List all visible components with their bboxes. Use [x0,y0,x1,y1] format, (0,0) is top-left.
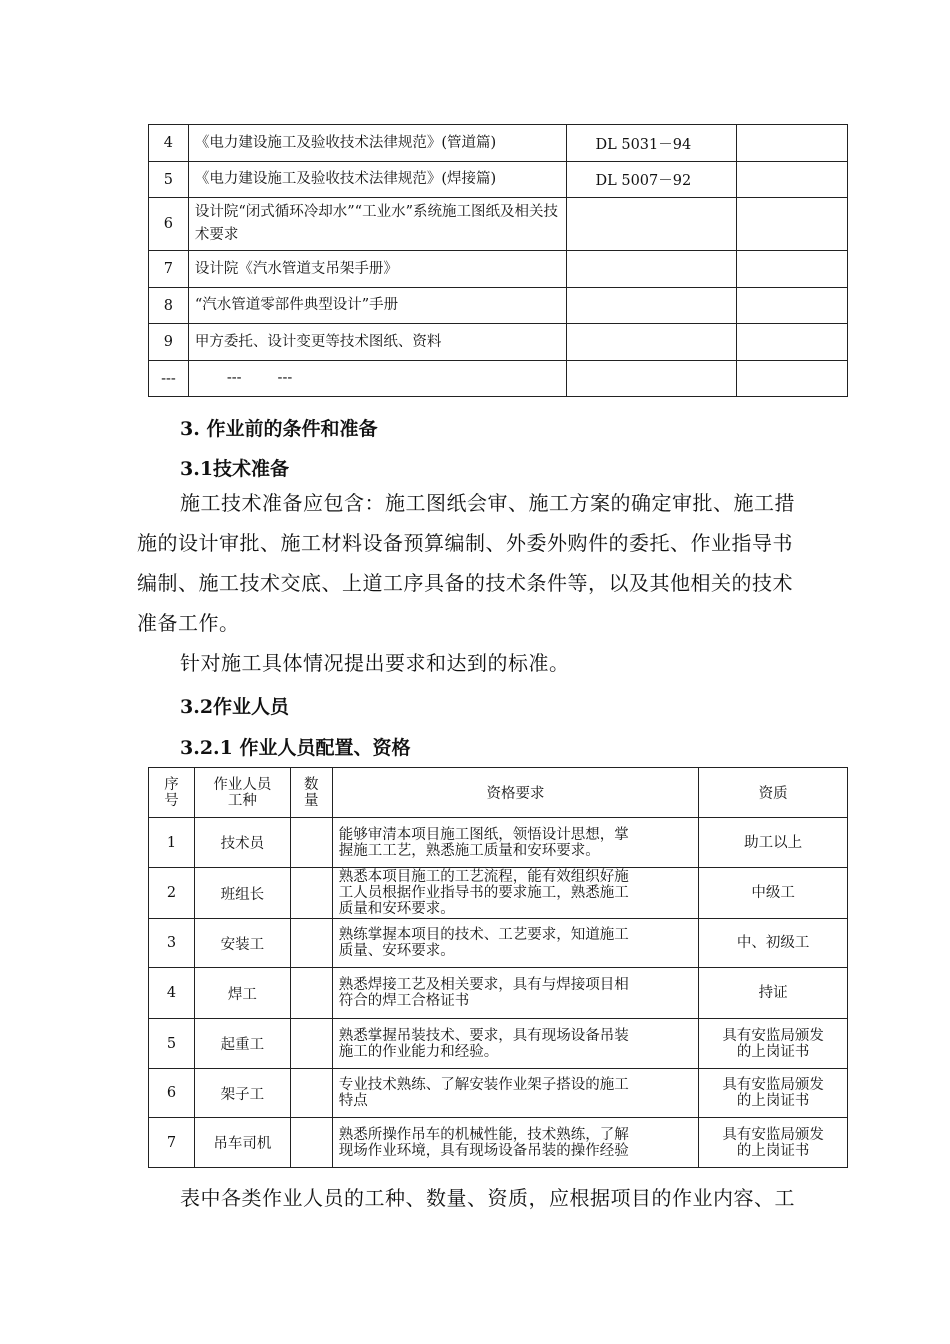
qualification: 中、初级工 [699,919,848,968]
reference-table [148,124,848,397]
header-qualification: 资质 [699,768,848,818]
note-cell [736,288,847,324]
paragraph-line: 准备工作。 [137,611,240,635]
qualification: 助工以上 [699,818,848,868]
staff-table [148,767,848,1168]
table-row [149,919,848,968]
requirement: 专业技术熟练、了解安装作业架子搭设的施工 特点 [332,1069,698,1118]
worker-type: 班组长 [194,868,290,919]
worker-type: 架子工 [194,1069,290,1118]
standard-code [567,288,736,324]
note-cell [736,361,847,397]
section-heading: 3. 作业前的条件和准备 [180,418,378,440]
standard-code [567,251,736,288]
worker-type: 起重工 [194,1019,290,1069]
row-number: 9 [149,324,189,361]
requirement: 熟悉本项目施工的工艺流程，能有效组织好施 工人员根据作业指导书的要求施工，熟悉施工 质量和安环要求。 [332,868,698,919]
table-row [149,288,848,324]
standard-code: DL 5007－92 [567,162,736,198]
requirement: 熟悉焊接工艺及相关要求，具有与焊接项目相 符合的焊工合格证书 [332,968,698,1019]
worker-qty [290,868,332,919]
requirement: 能够审清本项目施工图纸，领悟设计思想，掌 握施工工艺，熟悉施工质量和安环要求。 [332,818,698,868]
worker-qty [290,1118,332,1168]
worker-type: 安装工 [194,919,290,968]
row-number: 3 [149,919,195,968]
standard-code [567,198,736,251]
document-name: 设计院“闭式循环冷却水”“工业水”系统施工图纸及相关技术要求 [188,198,567,251]
document-name: “汽水管道零部件典型设计”手册 [188,288,567,324]
row-number: 2 [149,868,195,919]
paragraph-line: 施的设计审批、施工材料设备预算编制、外委外购件的委托、作业指导书 [137,531,793,555]
worker-qty [290,818,332,868]
requirement: 熟练掌握本项目的技术、工艺要求，知道施工 质量、安环要求。 [332,919,698,968]
note-cell [736,198,847,251]
table-row [149,1069,848,1118]
table-row [149,162,848,198]
row-number: 6 [149,1069,195,1118]
worker-type: 技术员 [194,818,290,868]
qualification: 持证 [699,968,848,1019]
row-number: 5 [149,1019,195,1069]
worker-qty [290,919,332,968]
row-number: 1 [149,818,195,868]
row-number: 7 [149,251,189,288]
note-cell [736,251,847,288]
ellipsis-dash: --- [226,370,242,386]
table-row [149,251,848,288]
header-no: 序 号 [149,768,195,818]
document-name: 《电力建设施工及验收技术法律规范》(焊接篇) [188,162,567,198]
worker-qty [290,1019,332,1069]
paragraph-line: 表中各类作业人员的工种、数量、资质，应根据项目的作业内容、工 [180,1186,795,1210]
table-row [149,324,848,361]
standard-code [567,361,736,397]
table-row [149,361,848,397]
document-name: 设计院《汽水管道支吊架手册》 [188,251,567,288]
worker-type: 焊工 [194,968,290,1019]
subsection-heading: 3.2作业人员 [180,696,290,718]
qualification: 具有安监局颁发 的上岗证书 [699,1019,848,1069]
row-number: 5 [149,162,189,198]
row-number: 6 [149,198,189,251]
table-row [149,1019,848,1069]
table-row [149,125,848,162]
ellipsis-dash: --- [277,370,293,386]
worker-qty [290,1069,332,1118]
note-cell [736,324,847,361]
paragraph-line: 施工技术准备应包含：施工图纸会审、施工方案的确定审批、施工措 [180,491,795,515]
row-number: 7 [149,1118,195,1168]
header-type: 作业人员 工种 [194,768,290,818]
paragraph-line: 编制、施工技术交底、上道工序具备的技术条件等，以及其他相关的技术 [137,571,793,595]
subsection-heading: 3.2.1 作业人员配置、资格 [180,737,411,759]
document-name: 《电力建设施工及验收技术法律规范》(管道篇) [188,125,567,162]
qualification: 具有安监局颁发 的上岗证书 [699,1118,848,1168]
document-name: 甲方委托、设计变更等技术图纸、资料 [188,324,567,361]
table-header-row [149,768,848,818]
worker-qty [290,968,332,1019]
table-row [149,968,848,1019]
paragraph-line: 针对施工具体情况提出要求和达到的标准。 [180,651,570,675]
row-number: --- [149,361,189,397]
requirement: 熟悉掌握吊装技术、要求，具有现场设备吊装 施工的作业能力和经验。 [332,1019,698,1069]
table-row [149,818,848,868]
standard-code [567,324,736,361]
requirement: 熟悉所操作吊车的机械性能，技术熟练，了解 现场作业环境，具有现场设备吊装的操作经验 [332,1118,698,1168]
row-number: 8 [149,288,189,324]
note-cell [736,125,847,162]
row-number: 4 [149,968,195,1019]
note-cell [736,162,847,198]
header-qty: 数 量 [290,768,332,818]
table-row [149,198,848,251]
qualification: 具有安监局颁发 的上岗证书 [699,1069,848,1118]
qualification: 中级工 [699,868,848,919]
worker-type: 吊车司机 [194,1118,290,1168]
header-requirement: 资格要求 [332,768,698,818]
standard-code: DL 5031－94 [567,125,736,162]
row-number: 4 [149,125,189,162]
table-row [149,868,848,919]
subsection-heading: 3.1技术准备 [180,458,290,480]
table-row [149,1118,848,1168]
document-name [188,361,567,397]
